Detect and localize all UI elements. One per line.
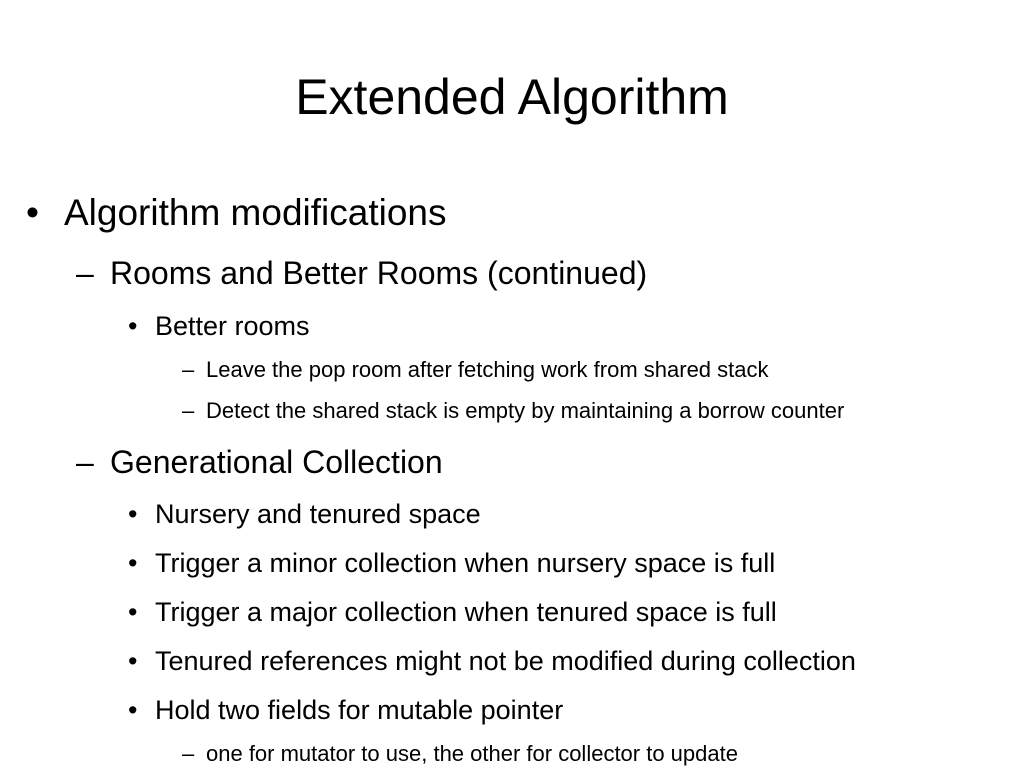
bullet-text: Better rooms	[155, 311, 310, 341]
bullet-marker: •	[128, 311, 138, 341]
bullet-text: one for mutator to use, the other for collector to update	[206, 741, 738, 766]
dash-marker: –	[182, 357, 195, 382]
bullet-marker: •	[128, 548, 138, 578]
bullet-text: Rooms and Better Rooms (continued)	[110, 255, 648, 291]
slide-title: Extended Algorithm	[295, 69, 729, 125]
bullet-text: Trigger a minor collection when nursery space is full	[155, 548, 776, 578]
bullet-marker: •	[128, 597, 138, 627]
bullet-text: Tenured references might not be modified during collection	[155, 646, 856, 676]
bullet-marker: •	[128, 695, 138, 725]
bullet-text: Algorithm modifications	[64, 192, 447, 233]
dash-marker: –	[182, 741, 195, 766]
bullet-text: Generational Collection	[110, 444, 443, 480]
dash-marker: –	[182, 398, 195, 423]
bullet-text: Trigger a major collection when tenured space is full	[155, 597, 777, 627]
bullet-marker: •	[128, 646, 138, 676]
dash-marker: –	[76, 444, 94, 480]
bullet-text: Detect the shared stack is empty by maintaining a borrow counter	[206, 398, 845, 423]
dash-marker: –	[76, 255, 94, 291]
bullet-text: Nursery and tenured space	[155, 499, 481, 529]
bullet-text: Leave the pop room after fetching work from shared stack	[206, 357, 769, 382]
bullet-marker: •	[26, 192, 39, 233]
bullet-marker: •	[128, 499, 138, 529]
bullet-text: Hold two fields for mutable pointer	[155, 695, 564, 725]
